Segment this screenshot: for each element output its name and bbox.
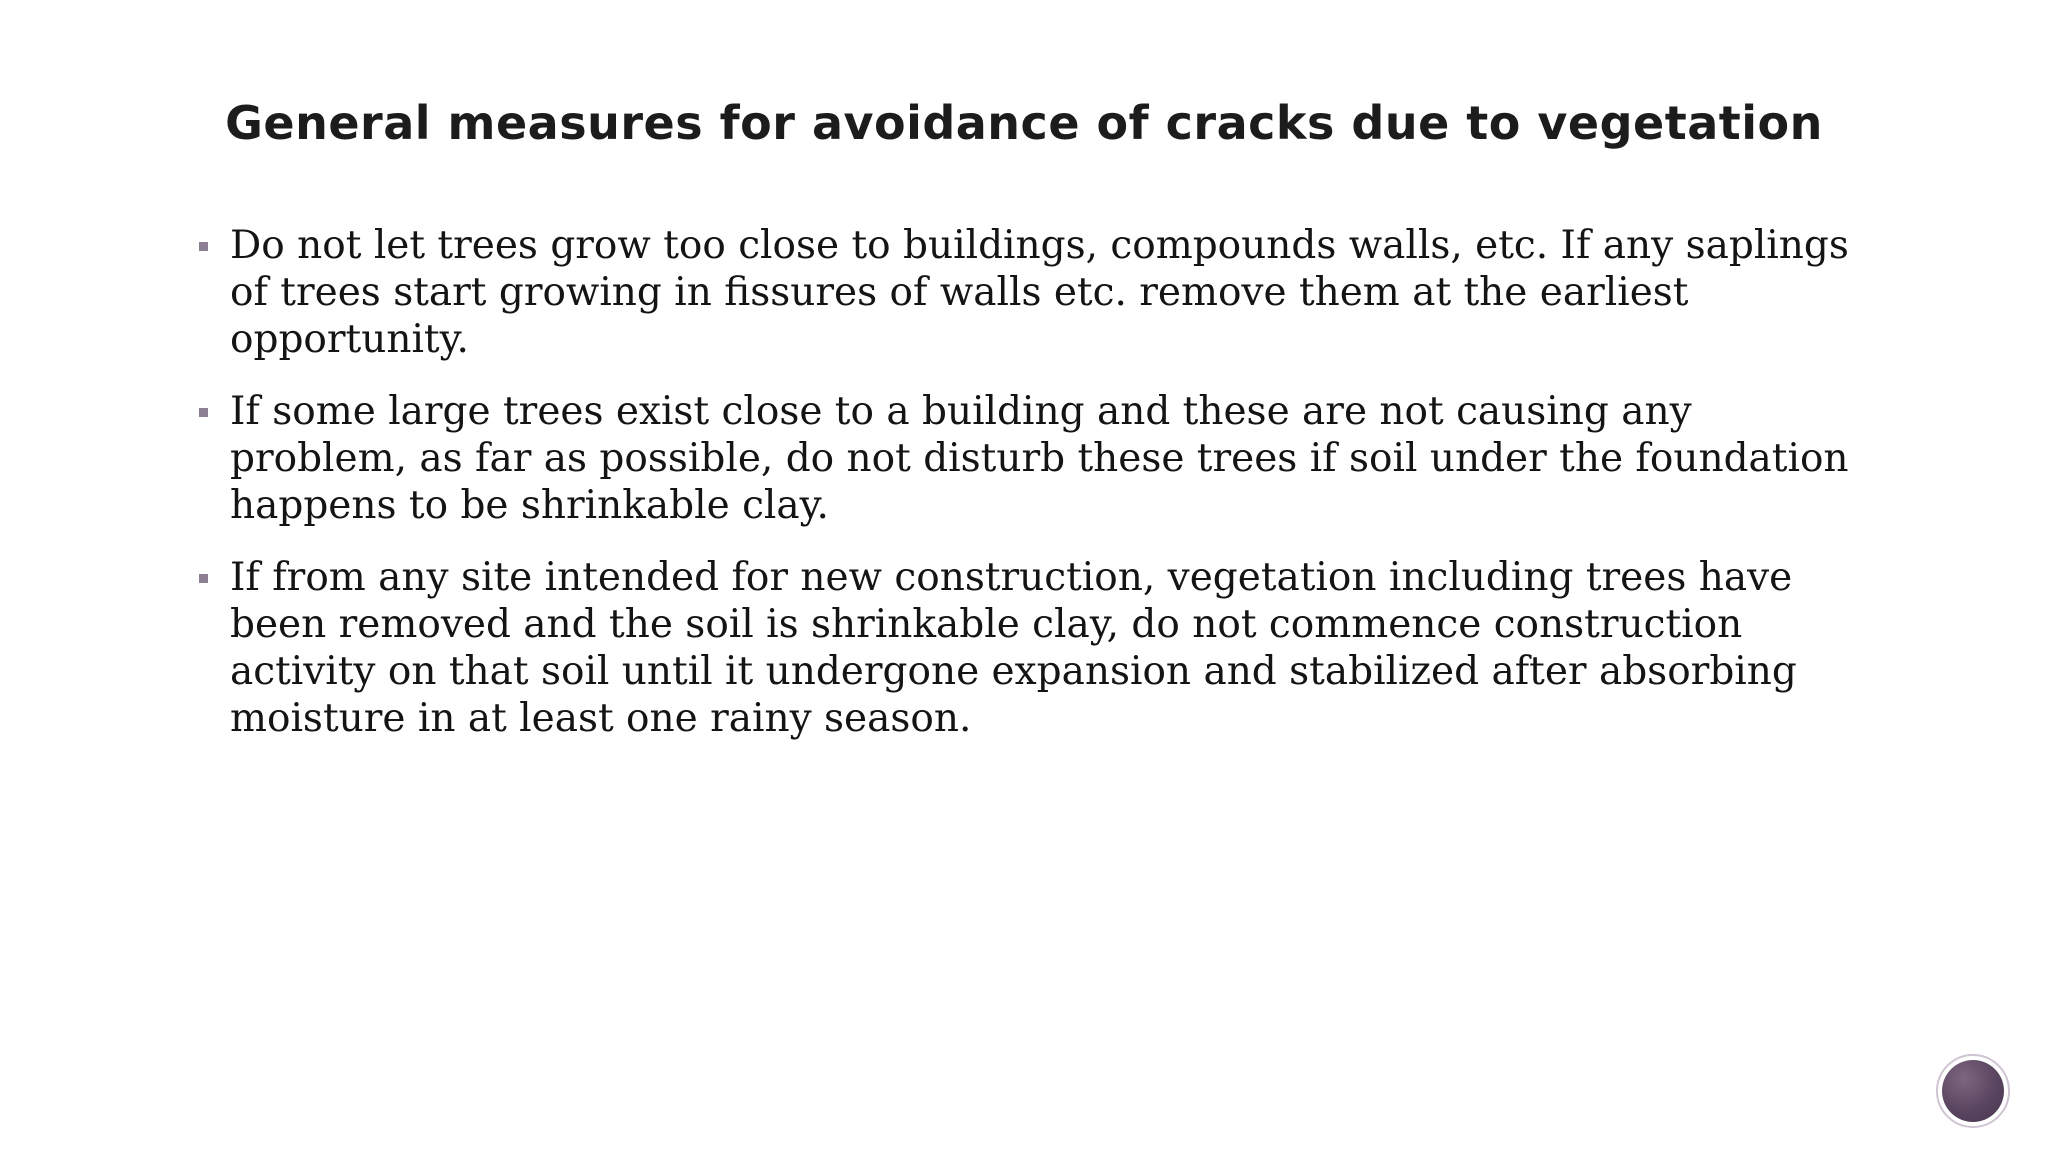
bullet-item (196, 222, 1876, 363)
square-bullet-icon (199, 242, 208, 251)
bullet-item (196, 388, 1876, 529)
square-bullet-icon (199, 574, 208, 583)
bullet-text: If from any site intended for new construction, vegetation including trees have been removed and the soil is shrinkable clay, do not commence construction activity on that soil until it undergone expansion and stabilized after absorbing moisture in at least one rainy season. (230, 555, 1797, 741)
slide-corner-circle-icon (1936, 1054, 2010, 1128)
bullet-list (196, 222, 1876, 767)
bullet-text: Do not let trees grow too close to buildings, compounds walls, etc. If any saplings of trees start growing in fissures of walls etc. remove them at the earliest opportunity. (230, 223, 1849, 362)
slide-corner-circle-fill (1942, 1060, 2004, 1122)
slide-title: General measures for avoidance of cracks due to vegetation (225, 96, 1823, 150)
bullet-item (196, 554, 1876, 742)
bullet-text: If some large trees exist close to a building and these are not causing any problem, as far as possible, do not disturb these trees if soil under the foundation happens to be shrinkable clay. (230, 389, 1849, 528)
square-bullet-icon (199, 408, 208, 417)
